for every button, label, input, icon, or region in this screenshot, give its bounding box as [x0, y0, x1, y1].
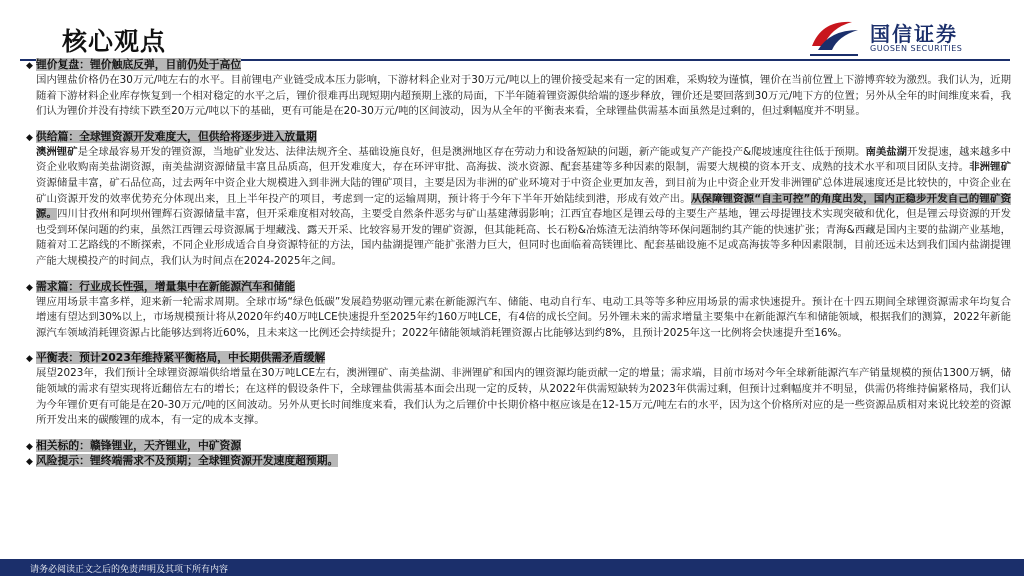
- emphasis-text: 澳洲锂矿: [36, 145, 78, 158]
- page-header: [0, 0, 1024, 60]
- section-0: [26, 58, 1011, 120]
- body-text: 是全球最容易开发的锂资源，当地矿业发达、法律法规齐全、基础设施良好，但是澳洲地区存在劳动力和设备短缺的问题，新产能或复产产能投产&爬坡速度往往低于预期。: [77, 145, 866, 158]
- section-5: [26, 454, 1011, 469]
- page-title: 核心观点: [62, 27, 167, 56]
- key-points-body: [26, 58, 1011, 469]
- emphasis-text: 从保障锂资源“自主可控”的角度出发，国内正稳步开发自己的锂矿资源。: [36, 192, 1011, 221]
- section-heading-text: 平衡表：预计2023年维持紧平衡格局，中长期供需矛盾缓解: [36, 351, 326, 365]
- section-heading: [26, 439, 1011, 454]
- diamond-bullet-icon: ◆: [26, 61, 33, 71]
- section-heading: [26, 280, 1011, 295]
- footer-disclaimer: 请务必阅读正文之后的免责声明及其项下所有内容: [30, 565, 229, 575]
- section-heading-text: 供给篇：全球锂资源开发难度大，但供给将逐步进入放量期: [36, 129, 317, 143]
- section-3: [26, 351, 1011, 428]
- section-1: [26, 130, 1011, 270]
- section-heading-text: 风险提示：锂终端需求不及预期；全球锂资源开发速度超预期。: [36, 453, 339, 467]
- section-heading: [26, 454, 1011, 469]
- section-2: [26, 280, 1011, 342]
- body-text: 资源储量丰富，矿石品位高，过去两年中资企业大规模进入到非洲大陆的锂矿项目，主要是因为非洲的矿业环境对于中资企业更加友善，到目前为止中资企业开发非洲锂矿总体进展速度还是比较快的，中资企业在矿山资源开发的效率优势充分体现出来，且上半年投产的项目，考虑到一定的运输周期，预计将于今年下半年开始陆续到港，形成有效产出。: [36, 176, 1011, 205]
- section-heading: [26, 351, 1011, 366]
- section-paragraph: [26, 73, 1011, 120]
- body-text: 锂应用场景丰富多样，迎来新一轮需求周期。全球市场“绿色低碳”发展趋势驱动锂元素在新能源汽车、储能、电动自行车、电动工具等等多种应用场景的需求快速提升。预计在十四五期间全球锂资源需求年均复合增速有望达到30%以上，市场规模预计将从2020年约40万吨LCE快速提升至2025年约160万吨LCE，有4倍的成长空间。另外锂未来的需求增量主要集中在新能源汽车和储能领域，根据我们的测算，2022年新能源汽车领域消耗锂资源占比能够达到将近60%，且未来这一比例还会持续提升；2022年储能领域消耗锂资源占比能够达到约8%，且预计2025年这一比例将会快速提升至16%。: [36, 295, 1011, 339]
- section-heading-text: 相关标的：赣锋锂业，天齐锂业，中矿资源: [36, 438, 242, 452]
- section-heading-text: 锂价复盘：锂价触底反弹，目前仍处于高位: [36, 58, 242, 71]
- section-paragraph: [26, 145, 1011, 270]
- section-4: [26, 439, 1011, 454]
- diamond-bullet-icon: ◆: [26, 132, 33, 143]
- guosen-logo: [808, 16, 976, 60]
- section-heading: [26, 130, 1011, 145]
- emphasis-text: 非洲锂矿: [969, 161, 1012, 174]
- emphasis-text: 南美盐湖: [865, 145, 908, 158]
- section-heading: [26, 58, 1011, 73]
- body-text: 国内锂盐价格仍在30万元/吨左右的水平。目前锂电产业链受成本压力影响，下游材料企业对于30万元/吨以上的锂价接受起来有一定的困难，采购较为谨慎，锂价在当前位置上下游博弈较为激烈。我们认为，近期随着下游材料企业库存恢复到一个相对稳定的水平之后，锂价很难再出现短期内超预期上涨的局面，下半年随着锂资源供给端的逐步释放，锂价还是要回落到30万元/吨下方的位置；另外从全年的时间维度来看，我们认为锂价并没有持续下跌至20万元/吨以下的基础，更有可能是在20-30万元/吨的区间波动，因为从全年的平衡表来看，全球锂盐供需基本面虽然是过剩的，但过剩幅度并不明显。: [36, 74, 1011, 118]
- guosen-logo-icon: [808, 16, 860, 56]
- section-paragraph: [26, 295, 1011, 342]
- logo-chinese-name: 国信证券: [870, 22, 958, 46]
- section-paragraph: [26, 366, 1011, 428]
- logo-english-name: GUOSEN SECURITIES: [870, 44, 963, 53]
- section-heading-text: 需求篇：行业成长性强，增量集中在新能源汽车和储能: [36, 279, 296, 293]
- diamond-bullet-icon: ◆: [26, 456, 33, 467]
- body-text: 四川甘孜州和阿坝州锂辉石资源储量丰富，但开采难度相对较高，主要受自然条件恶劣与矿山基建薄弱影响；江西宜春地区是锂云母的主要生产基地，锂云母提锂技术实现突破和优化，但是锂云母资源的开发也受到环保问题的约束，虽然江西锂云母资源属于埋藏浅、露天开采、比较容易开发的锂矿资源，但其能耗高、长石粉&冶炼渣无法消纳等环保问题制约其产能的快速扩张；青海&西藏是国内主要的盐湖产业基地，随着对工艺路线的不断探索，不同企业形成适合自身资源特征的方法，国内盐湖提锂产能扩张潜力巨大，但同时也面临着高镁锂比、配套基础设施不足或高海拔等多种因素限制，目前还远未达到我们国内盐湖提锂产能大规模投产的时间点，我们认为时间点在2024-2025年之间。: [36, 208, 1012, 267]
- diamond-bullet-icon: ◆: [26, 282, 33, 293]
- diamond-bullet-icon: ◆: [26, 441, 33, 452]
- body-text: 展望2023年，我们预计全球锂资源端供给增量在30万吨LCE左右，澳洲锂矿、南美盐湖、非洲锂矿和国内的锂资源均能贡献一定的增量；需求端，目前市场对今年全球新能源汽车产销量规模的预估1300万辆，储能领域的需求有望实现将近翻倍左右的增长；在这样的假设条件下，全球锂盐供需基本面会出现一定的反转，从2022年供需短缺转为2023年供需过剩，但预计过剩幅度并不明显，供需仍将维持偏紧格局，我们认为今年锂价更有可能是在20-30万元/吨的区间波动。另外从更长时间维度来看，我们认为之后锂价中长期价格中枢应该是在12-15万元/吨左右的水平，因为这个价格所对应的是一些资源品质相对来说比较差的资源所开发出来的碳酸锂的成本，有一定的成本支撑。: [36, 367, 1011, 427]
- diamond-bullet-icon: ◆: [26, 354, 33, 365]
- body-text: 开发提速，越来越多中资企业收购南美盐湖资源，南美盐湖资源储量丰富且品质高，但开发难度大，存在环评审批、高海拔、淡水资源、配套基建等多种因素的限制，需要大规模的资本开支、成熟的技术水平和项目团队支持。: [36, 145, 1012, 174]
- page-footer: [0, 559, 1024, 576]
